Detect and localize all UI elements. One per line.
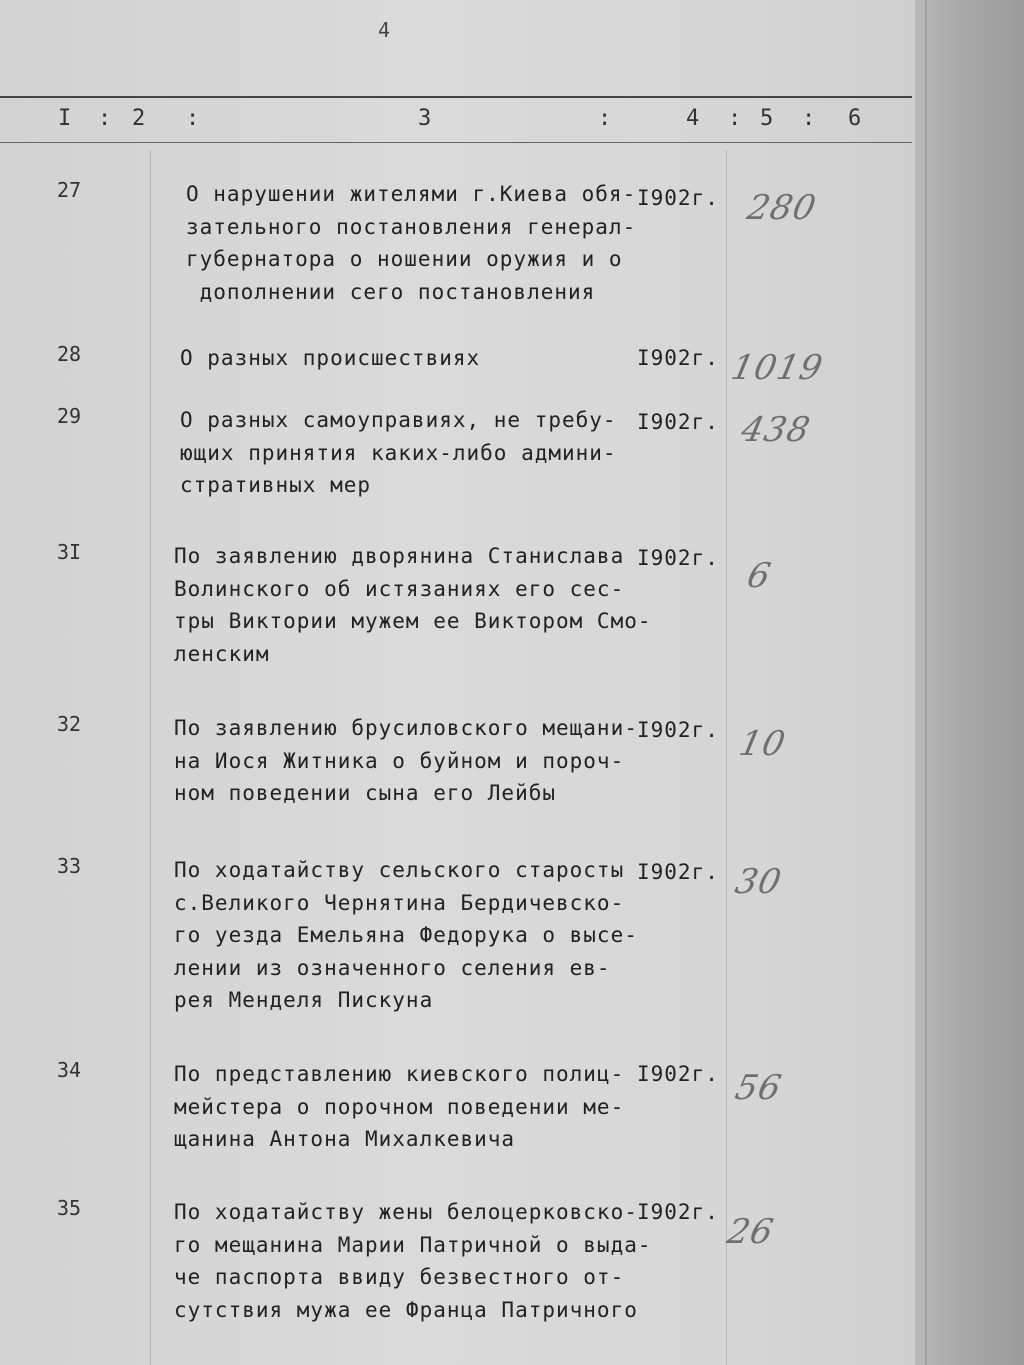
page-number: 4 — [378, 18, 391, 42]
header-sep-4: : — [728, 106, 744, 131]
page-fold — [925, 0, 927, 1365]
item-year: I902г. — [637, 186, 719, 210]
item-description: По заявлению дворянина Станислава Волинского об истязаниях его сес- тры Виктории мужем ее Виктором Смо- ленским — [174, 544, 652, 666]
header-col-3: 3 — [418, 106, 434, 131]
item-count: 56 — [731, 1068, 786, 1108]
item-year: I902г. — [637, 410, 719, 434]
item-year: I902г. — [637, 346, 719, 370]
header-sep-1: : — [98, 106, 114, 131]
header-col-6: 6 — [848, 106, 864, 131]
item-description: По ходатайству жены белоцерковско- го мещанина Марии Патричной о выда- че паспорта ввиду безвестного от- сутствия мужа ее Франца Патричного — [174, 1200, 652, 1322]
item-description: По представлению киевского полиц- мейстера о порочном поведении ме- щанина Антона Михалкевича — [174, 1062, 625, 1151]
item-number: 29 — [56, 404, 82, 428]
column-divider-left — [150, 150, 151, 1365]
item-year: I902г. — [637, 860, 719, 884]
item-number: 27 — [56, 178, 82, 202]
item-year: I902г. — [637, 1200, 719, 1224]
item-description: О нарушении жителями г.Киева обя- зательного постановления генерал- губернатора о ношении оружия и о дополнении сего постановления — [186, 182, 637, 304]
item-count: 30 — [731, 862, 786, 902]
header-col-2: 2 — [132, 106, 148, 131]
item-year: I902г. — [637, 1062, 719, 1086]
header-bottom-rule — [0, 142, 912, 143]
header-col-5: 5 — [760, 106, 776, 131]
item-count: 26 — [723, 1212, 778, 1252]
column-divider-right — [726, 150, 727, 1365]
header-sep-2: : — [186, 106, 202, 131]
item-description: О разных происшествиях — [180, 346, 481, 370]
item-year: I902г. — [637, 546, 719, 570]
item-count: 6 — [743, 556, 775, 596]
item-count: 438 — [737, 410, 815, 450]
item-number: 32 — [56, 712, 82, 736]
header-col-4: 4 — [686, 106, 702, 131]
item-number: 28 — [56, 342, 82, 366]
item-number: 35 — [56, 1196, 82, 1220]
item-count: 10 — [735, 724, 790, 764]
item-count: 1019 — [727, 348, 827, 388]
item-description: По ходатайству сельского старосты с.Великого Чернятина Бердичевско- го уезда Емельяна Федорука о высе- лении из означенного селения ев- рея Менделя Пискуна — [174, 858, 638, 1012]
item-number: 3I — [56, 540, 82, 564]
header-sep-3: : — [598, 106, 614, 131]
header-sep-5: : — [802, 106, 818, 131]
header-top-rule — [0, 96, 912, 98]
item-number: 34 — [56, 1058, 82, 1082]
header-col-1: I — [58, 106, 74, 131]
item-description: По заявлению брусиловского мещани- на Иося Житника о буйном и пороч- ном поведении сына его Лейбы — [174, 716, 638, 805]
next-page-edge — [915, 0, 1024, 1365]
item-year: I902г. — [637, 718, 719, 742]
item-count: 280 — [743, 188, 821, 228]
item-description: О разных самоуправиях, не требу- ющих принятия каких-либо админи- стративных мер — [180, 408, 617, 497]
item-number: 33 — [56, 854, 82, 878]
